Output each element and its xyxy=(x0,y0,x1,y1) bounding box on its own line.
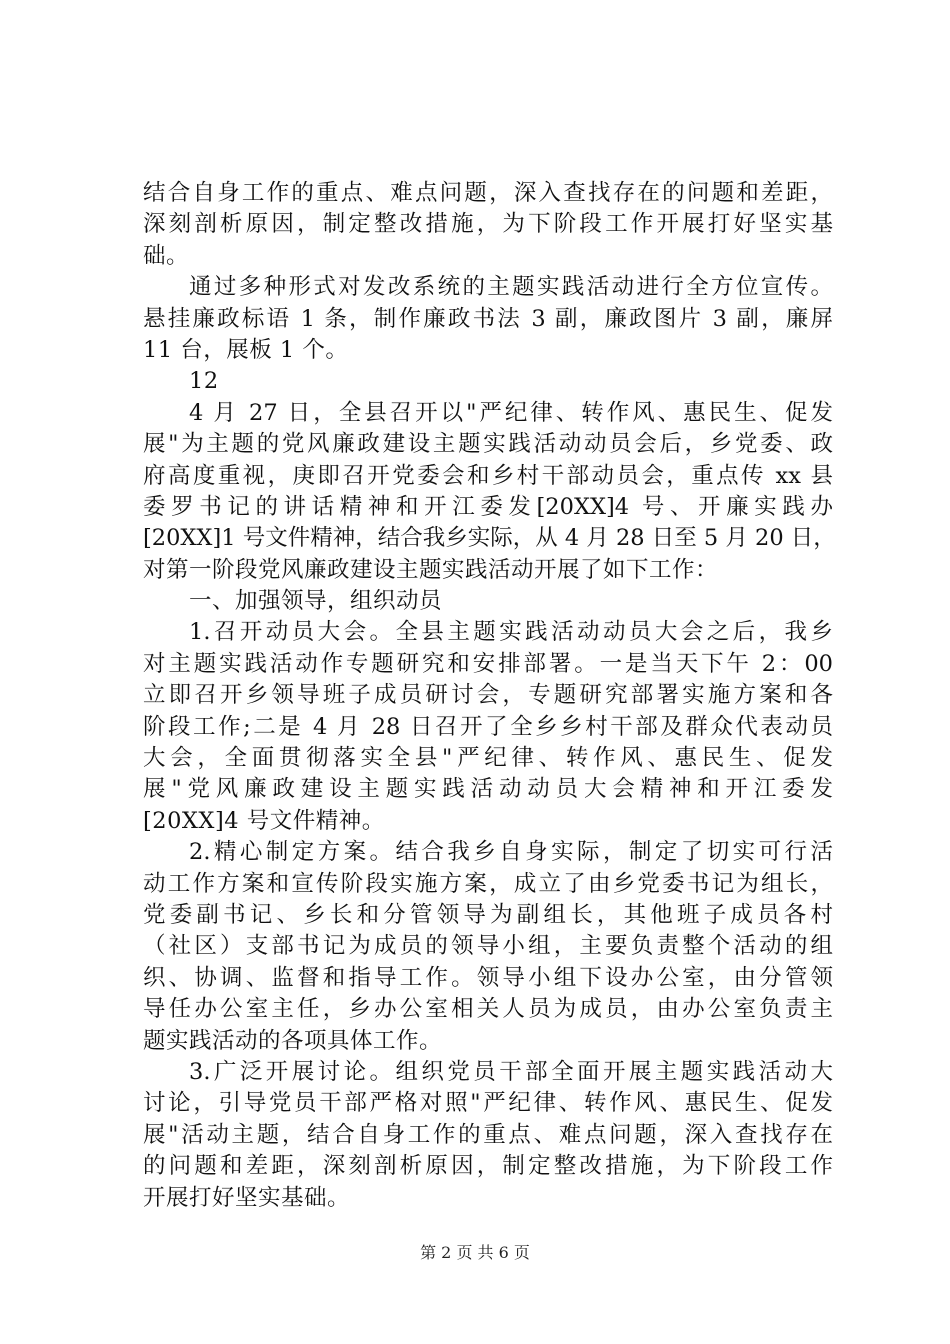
text-line: 党委副书记、乡长和分管领导为副组长，其他班子成员各村 xyxy=(143,901,833,928)
text-line: [20XX]4 号文件精神。 xyxy=(143,807,385,834)
text-line: 的问题和差距，深刻剖析原因，制定整改措施，为下阶段工作 xyxy=(143,1153,833,1180)
text-line: 展"活动主题，结合自身工作的重点、难点问题，深入查找存在 xyxy=(143,1121,833,1148)
text-line: 悬挂廉政标语 1 条，制作廉政书法 3 副，廉政图片 3 副，廉屏 xyxy=(143,305,833,332)
text-line: 2.精心制定方案。结合我乡自身实际，制定了切实可行活 xyxy=(189,839,833,866)
text-line: 12 xyxy=(189,368,219,395)
text-line: 结合自身工作的重点、难点问题，深入查找存在的问题和差距， xyxy=(143,180,833,206)
text-line: 委罗书记的讲话精神和开江委发[20XX]4 号、开廉实践办 xyxy=(143,493,833,520)
text-line: 4 月 27 日，全县召开以"严纪律、转作风、惠民生、促发 xyxy=(189,399,833,426)
text-line: （社区）支部书记为成员的领导小组，主要负责整个活动的组 xyxy=(143,933,833,960)
text-line: 对第一阶段党风廉政建设主题实践活动开展了如下工作： xyxy=(143,556,719,583)
text-line: 导任办公室主任，乡办公室相关人员为成员，由办公室负责主 xyxy=(143,996,833,1023)
text-line: 通过多种形式对发改系统的主题实践活动进行全方位宣传。 xyxy=(189,274,833,301)
text-line: 1.召开动员大会。全县主题实践活动动员大会之后，我乡 xyxy=(189,619,833,646)
text-line: 深刻剖析原因，制定整改措施，为下阶段工作开展打好坚实基 xyxy=(143,211,833,238)
text-line: 阶段工作;二是 4 月 28 日召开了全乡乡村干部及群众代表动员 xyxy=(143,713,833,740)
page-footer: 第 2 页 共 6 页 xyxy=(420,1243,530,1262)
document-body xyxy=(143,178,836,1214)
text-line: [20XX]1 号文件精神，结合我乡实际，从 4 月 28 日至 5 月 20 日， xyxy=(143,525,836,552)
text-line: 3.广泛开展讨论。组织党员干部全面开展主题实践活动大 xyxy=(189,1058,833,1085)
text-line: 对主题实践活动作专题研究和安排部署。一是当天下午 2：00 xyxy=(143,650,833,677)
text-line: 织、协调、监督和指导工作。领导小组下设办公室，由分管领 xyxy=(143,964,833,991)
text-line: 11 台，展板 1 个。 xyxy=(143,336,349,363)
text-line: 展"为主题的党风廉政建设主题实践活动动员会后，乡党委、政 xyxy=(143,431,833,458)
text-line: 础。 xyxy=(143,242,190,269)
text-line: 一、加强领导，组织动员 xyxy=(189,588,443,615)
text-line: 开展打好坚实基础。 xyxy=(143,1184,351,1211)
text-line: 大会，全面贯彻落实全县"严纪律、转作风、惠民生、促发 xyxy=(143,745,833,772)
text-line: 讨论，引导党员干部严格对照"严纪律、转作风、惠民生、促发 xyxy=(143,1090,833,1117)
text-line: 动工作方案和宣传阶段实施方案，成立了由乡党委书记为组长， xyxy=(143,870,833,897)
text-line: 展"党风廉政建设主题实践活动动员大会精神和开江委发 xyxy=(143,776,833,803)
text-line: 题实践活动的各项具体工作。 xyxy=(143,1027,443,1054)
text-line: 府高度重视，庚即召开党委会和乡村干部动员会，重点传 xx 县 xyxy=(143,462,833,489)
text-line: 立即召开乡领导班子成员研讨会，专题研究部署实施方案和各 xyxy=(143,682,833,709)
